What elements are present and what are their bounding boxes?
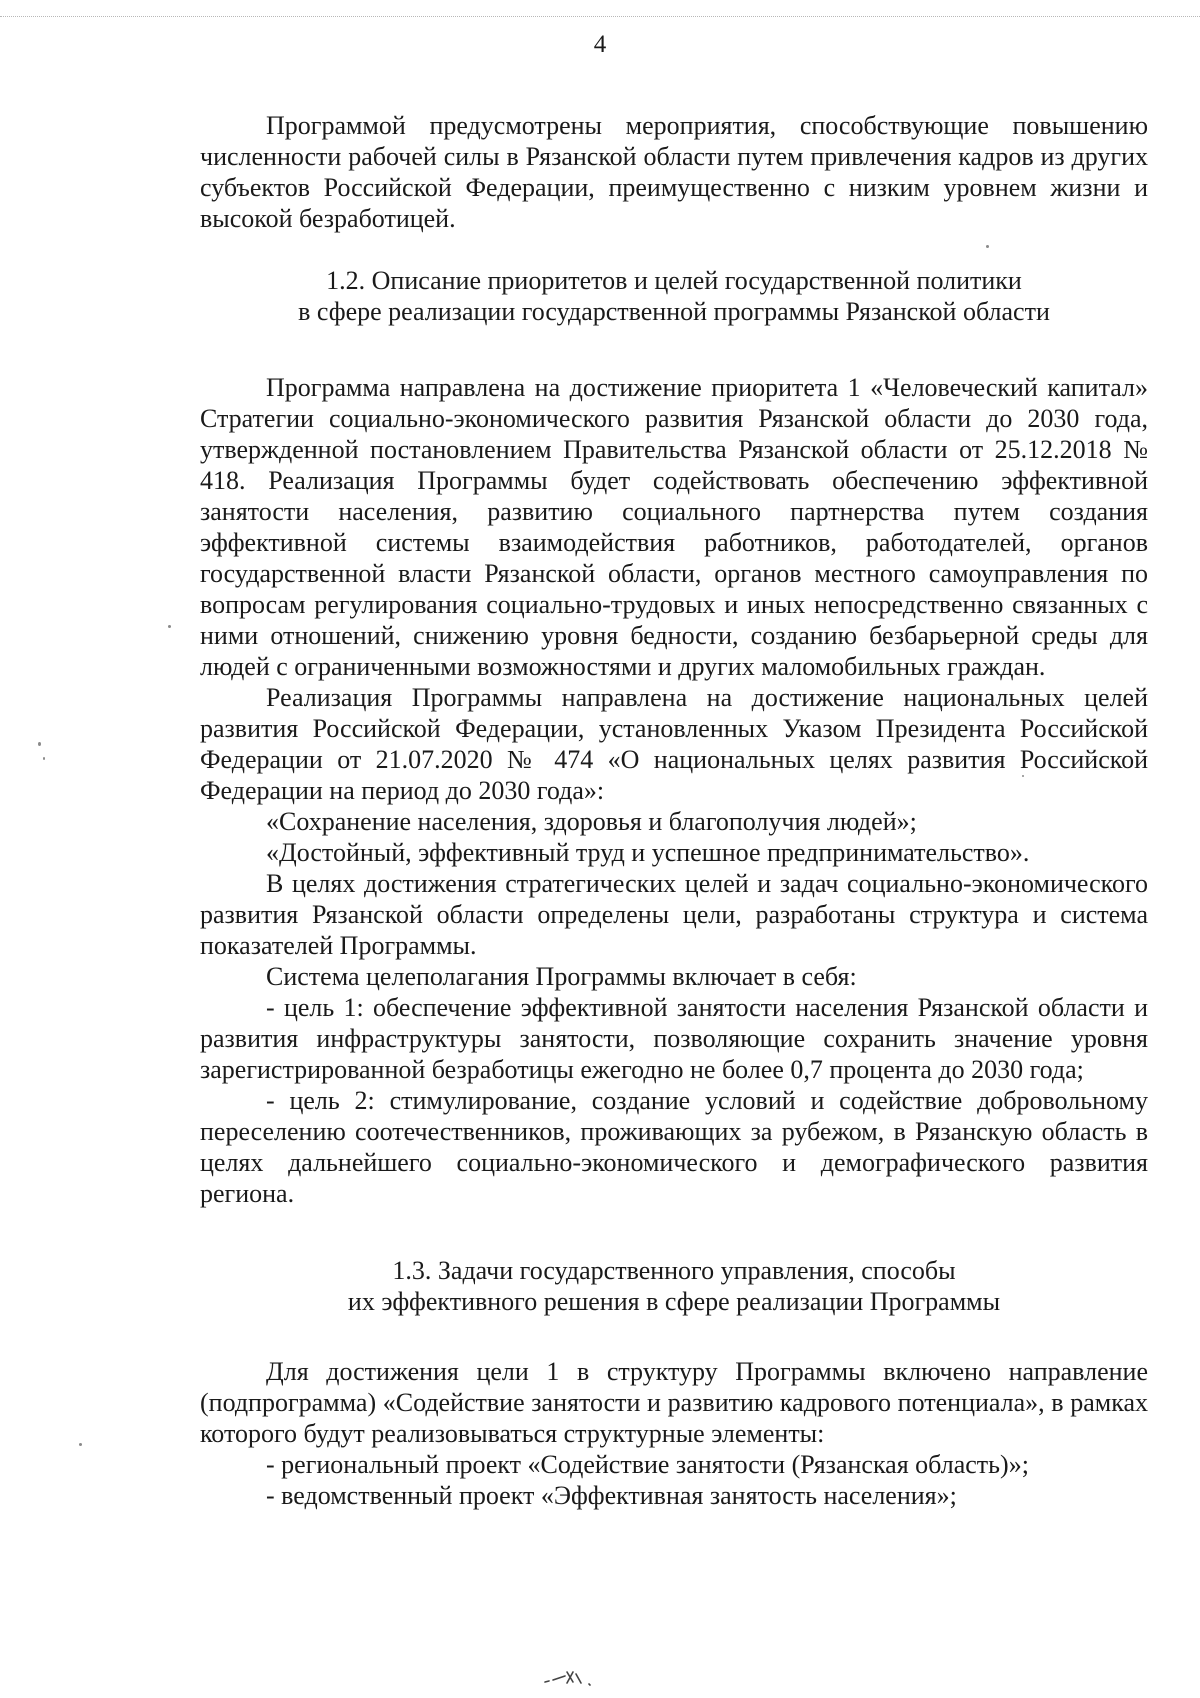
section-1-3-paragraph-1: Для достижения цели 1 в структуру Программы включено направление (подпрограмма) «Содействие занятости и развитию кадрового потенциала», в рамках которого будут реализовываться структурные элементы: [200,1357,1148,1448]
structural-element-1: - региональный проект «Содействие занятости (Рязанская область)»; [266,1450,1029,1479]
section-1-2-paragraph-1: Программа направлена на достижение приоритета 1 «Человеческий капитал» Стратегии социально-экономического развития Рязанской области до 2030 года, утвержденной постановлением Правительства Рязанской области от 25.12.2018 № 418. Реализация Программы будет содействовать обеспечению эффективной занятости населения, развитию социального партнерства путем создания эффективной системы взаимодействия работников, работодателей, органов государственной власти Рязанской области, органов местного самоуправления по вопросам регулирования социально-трудовых и иных непосредственно связанных с ними отношений, снижению уровня бедности, созданию безбарьерной среды для людей с ограниченными возможностями и других маломобильных граждан. [200,373,1148,681]
scan-speck [43,757,45,760]
scan-edge-noise [0,16,1200,19]
section-1-2-paragraph-2: Реализация Программы направлена на достижение национальных целей развития Российской Федерации, установленных Указом Президента Российской Федерации от 21.07.2020 № 474 «О национальных целях развития Российской Федерации на период до 2030 года»: [200,683,1148,805]
section-1-2-paragraph-3: В целях достижения стратегических целей и задач социально-экономического развития Рязанской области определены цели, разработаны структура и система показателей Программы. [200,869,1148,960]
program-goal-1: - цель 1: обеспечение эффективной занятости населения Рязанской области и развития инфраструктуры занятости, позволяющие сохранить значение уровня зарегистрированной безработицы ежегодно не более 0,7 процента до 2030 года; [200,993,1148,1084]
section-1-2-heading-line-2: в сфере реализации государственной программы Рязанской области [298,297,1050,326]
national-goal-1: «Сохранение населения, здоровья и благополучия людей»; [266,807,917,836]
document-body [200,110,1148,1511]
section-1-3-heading-line-2: их эффективного решения в сфере реализации Программы [347,1287,1001,1316]
scan-speck [986,245,989,248]
scan-speck [79,1443,82,1446]
scan-speck [168,625,171,628]
section-1-2-heading-line-1: 1.2. Описание приоритетов и целей государственной политики [326,266,1022,295]
program-goal-2: - цель 2: стимулирование, создание условий и содействие добровольному переселению соотечественников, проживающих за рубежом, в Рязанскую область в целях дальнейшего социально-экономического и демографического развития региона. [200,1086,1148,1208]
structural-element-2: - ведомственный проект «Эффективная занятость населения»; [266,1481,957,1510]
section-1-2-paragraph-4: Система целеполагания Программы включает в себя: [266,962,857,991]
national-goal-2: «Достойный, эффективный труд и успешное предпринимательство». [266,838,1030,867]
section-1-3-heading-line-1: 1.3. Задачи государственного управления, способы [392,1256,956,1285]
signature-mark [543,1668,623,1688]
scan-speck [1022,775,1024,777]
scan-speck [38,742,41,746]
page-number: 4 [593,31,607,58]
intro-paragraph: Программой предусмотрены мероприятия, способствующие повышению численности рабочей силы в Рязанской области путем привлечения кадров из других субъектов Российской Федерации, преимущественно с низким уровнем жизни и высокой безработицей. [200,111,1148,233]
